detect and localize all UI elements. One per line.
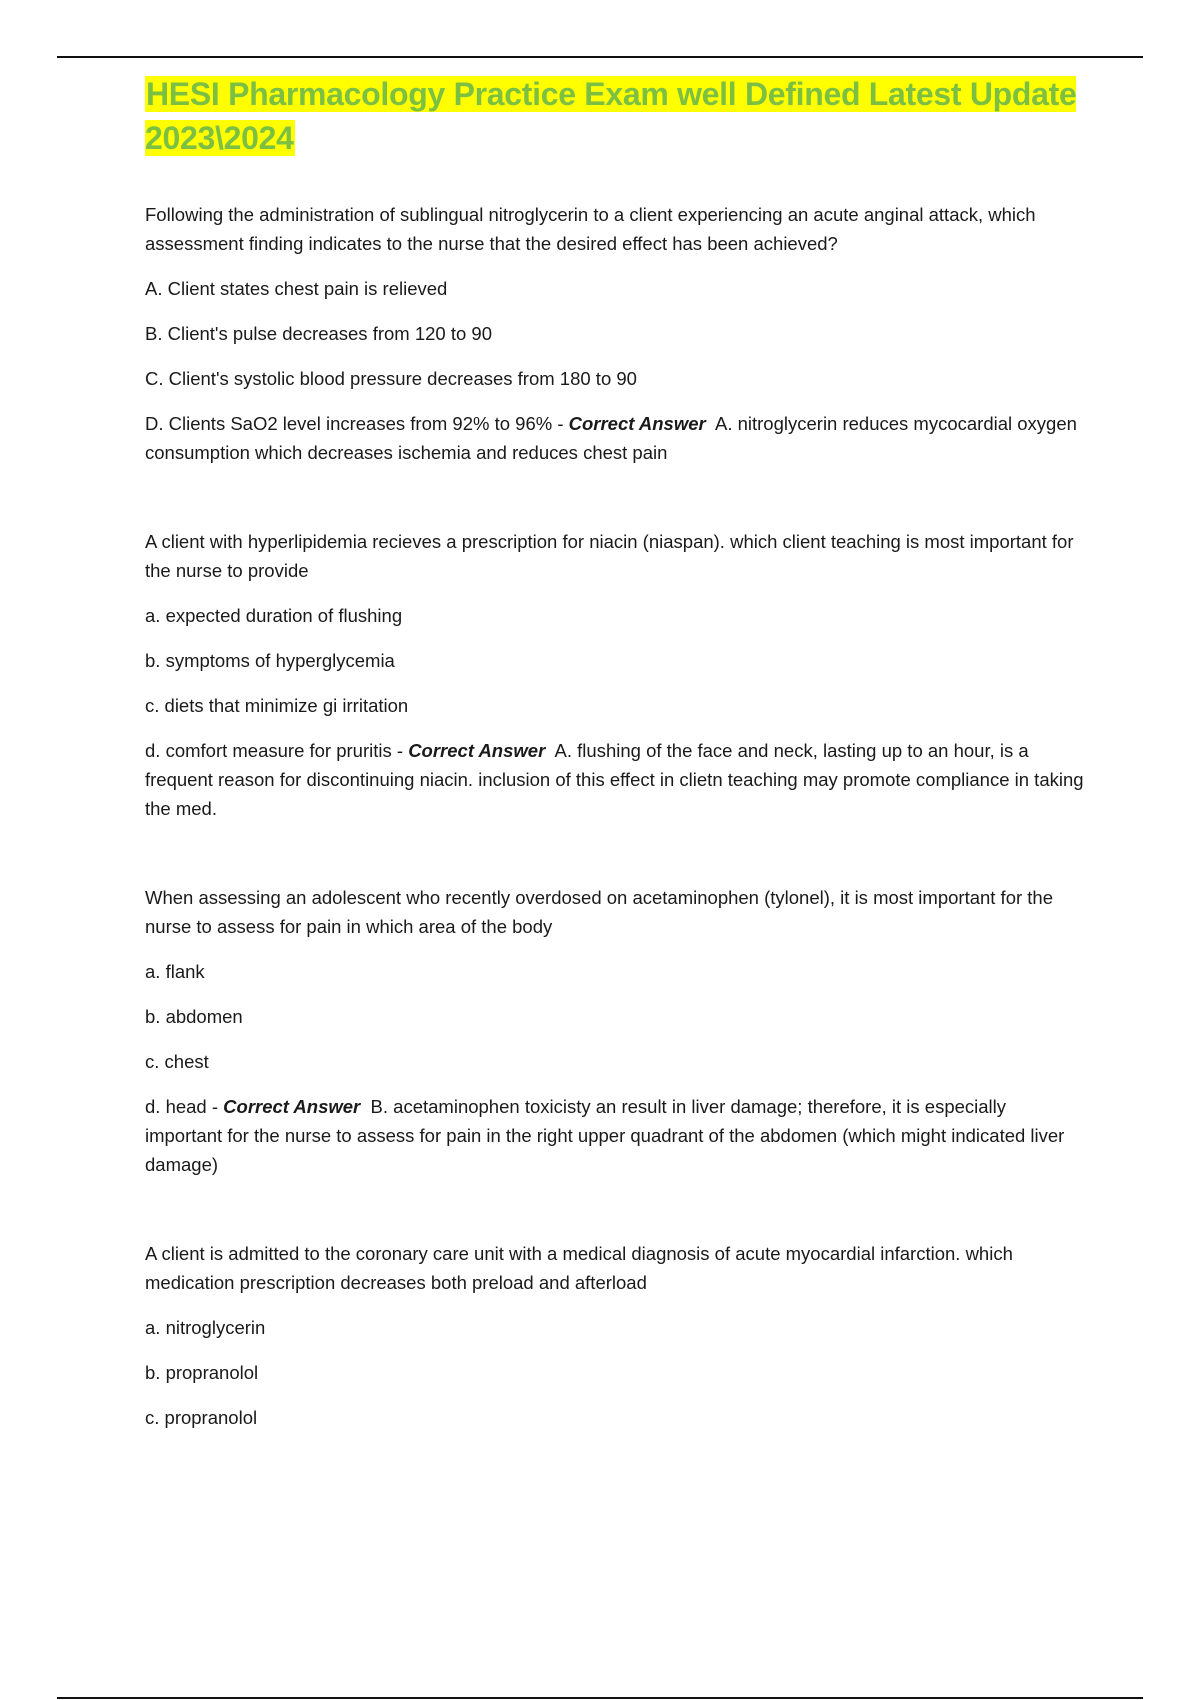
answer-option: B. Client's pulse decreases from 120 to 90 bbox=[145, 323, 492, 344]
question-stem: When assessing an adolescent who recently overdosed on acetaminophen (tylonel), it is most important for the nurse to assess for pain in which area of the body bbox=[145, 887, 1054, 937]
answer-option: c. propranolol bbox=[145, 1407, 258, 1428]
bottom-rule bbox=[57, 1697, 1143, 1699]
question-block bbox=[145, 883, 1085, 1179]
correct-answer-label: Correct Answer bbox=[408, 740, 546, 761]
answer-option: a. nitroglycerin bbox=[145, 1317, 266, 1338]
answer-option: a. flank bbox=[145, 961, 205, 982]
question-block bbox=[145, 200, 1085, 467]
correct-answer-label: Correct Answer bbox=[568, 413, 706, 434]
top-rule bbox=[57, 56, 1143, 58]
question-block bbox=[145, 1239, 1085, 1432]
page-title bbox=[145, 72, 1085, 160]
answer-option-text: D. Clients SaO2 level increases from 92% to 96% - bbox=[145, 413, 569, 434]
title-highlight: HESI Pharmacology Practice Exam well Defined Latest Update 2023\2024 bbox=[145, 76, 1077, 156]
answer-option: A. Client states chest pain is relieved bbox=[145, 278, 448, 299]
question-stem: A client is admitted to the coronary care unit with a medical diagnosis of acute myocardial infarction. which medication prescription decreases both preload and afterload bbox=[145, 1243, 1013, 1293]
answer-option: b. abdomen bbox=[145, 1006, 243, 1027]
answer-option-with-rationale bbox=[145, 736, 1085, 823]
correct-answer-label: Correct Answer bbox=[223, 1096, 361, 1117]
answer-rationale: B. acetaminophen toxicisty an result in liver damage; therefore, it is especially important for the nurse to assess for pain in the right upper quadrant of the abdomen (which might indicated liver damage) bbox=[145, 1096, 1065, 1175]
answer-option-with-rationale bbox=[145, 409, 1085, 467]
answer-option-text: d. comfort measure for pruritis - bbox=[145, 740, 409, 761]
answer-option-text: d. head - bbox=[145, 1096, 224, 1117]
document-body bbox=[145, 72, 1085, 1492]
answer-option: b. symptoms of hyperglycemia bbox=[145, 650, 395, 671]
answer-option: c. chest bbox=[145, 1051, 209, 1072]
answer-option: c. diets that minimize gi irritation bbox=[145, 695, 409, 716]
answer-option: b. propranolol bbox=[145, 1362, 259, 1383]
answer-rationale: A. nitroglycerin reduces mycocardial oxygen consumption which decreases ischemia and reduces chest pain bbox=[145, 413, 1077, 463]
answer-option: C. Client's systolic blood pressure decreases from 180 to 90 bbox=[145, 368, 637, 389]
answer-rationale: A. flushing of the face and neck, lasting up to an hour, is a frequent reason for discontinuing niacin. inclusion of this effect in clietn teaching may promote compliance in taking the med. bbox=[145, 740, 1084, 819]
answer-option: a. expected duration of flushing bbox=[145, 605, 403, 626]
question-block bbox=[145, 527, 1085, 823]
question-stem: Following the administration of sublingual nitroglycerin to a client experiencing an acute anginal attack, which assessment finding indicates to the nurse that the desired effect has been achieved? bbox=[145, 204, 1036, 254]
question-stem: A client with hyperlipidemia recieves a prescription for niacin (niaspan). which client teaching is most important for the nurse to provide bbox=[145, 531, 1074, 581]
answer-option-with-rationale bbox=[145, 1092, 1085, 1179]
